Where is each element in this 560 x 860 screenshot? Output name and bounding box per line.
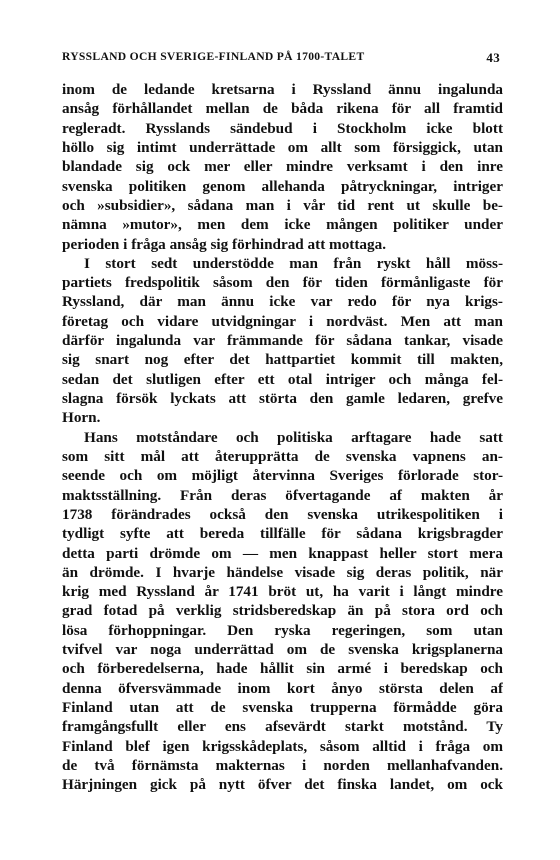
text-line: lösa förhoppningar. Den ryska regeringen, som utan bbox=[62, 621, 503, 639]
running-title: RYSSLAND OCH SVERIGE-FINLAND PÅ 1700-TALET bbox=[62, 50, 365, 63]
text-line: Finland blef igen krigsskådeplats, såsom alltid i fråga om bbox=[62, 737, 503, 755]
text-line: Härjningen gick på nytt öfver det finska landet, om ock bbox=[62, 776, 503, 794]
text-line: regleradt. Rysslands sändebud i Stockholm icke blott bbox=[62, 119, 503, 137]
text-line: blandade sig ock mer eller mindre verksamt i den inre bbox=[62, 158, 503, 176]
text-line: och förberedelserna, hade hållit sin armé i beredskap och bbox=[62, 660, 503, 678]
text-line: sedan det slutligen efter ett otal intriger och många fel- bbox=[62, 370, 503, 388]
text-line: svenska politiken genom allehanda påtryckningar, intriger bbox=[62, 177, 503, 195]
text-line: inom de ledande kretsarna i Ryssland ännu ingalunda bbox=[62, 81, 503, 98]
text-line: Hans motståndare och politiska arftagare hade satt bbox=[84, 428, 503, 446]
text-line: 1738 förändrades också den svenska utrikespolitiken i bbox=[62, 505, 503, 523]
text-line: företag och vidare utvidgningar i nordväst. Men att man bbox=[62, 312, 503, 330]
text-line: slagna försök lyckats att störta den gamle ledaren, grefve bbox=[62, 390, 503, 407]
text-line: tydligt syfte att bereda tillfälle för sådana krigsbragder bbox=[62, 525, 503, 543]
text-line: därför ingalunda var främmande för sådana tankar, visade bbox=[62, 332, 503, 350]
text-line: denna öfversvämmade inom kort ånyo största delen af bbox=[62, 679, 503, 697]
page-number: 43 bbox=[486, 50, 500, 65]
text-line: Horn. bbox=[62, 409, 101, 427]
text-line: perioden i fråga ansåg sig förhindrad att mottaga. bbox=[62, 235, 386, 253]
text-line: Finland utan att de svenska trupperna förmådde göra bbox=[62, 699, 503, 716]
text-line: och »subsidier», sådana man i vår tid rent ut skulle be- bbox=[62, 196, 503, 214]
body-text bbox=[62, 80, 503, 795]
text-line: Ryssland, där man ännu icke var redo för nya krigs- bbox=[62, 293, 503, 311]
text-line: maktsställning. Från deras öfvertagande af makten år bbox=[62, 486, 503, 504]
text-line: krig med Ryssland år 1741 bröt ut, ha varit i långt mindre bbox=[62, 583, 503, 601]
text-line: ansåg förhållandet mellan de båda rikena för all framtid bbox=[62, 100, 503, 118]
running-head bbox=[62, 50, 500, 68]
text-line: de två förnämsta makternas i norden mellanhafvanden. bbox=[62, 756, 503, 774]
text-line: tvifvel var noga underrättad om de svenska krigsplanerna bbox=[62, 641, 503, 659]
text-line: sig snart nog efter det hattpartiet kommit till makten, bbox=[62, 351, 503, 369]
text-line: detta parti drömde om — men knappast heller stort mera bbox=[62, 544, 503, 562]
text-line: framgångsfullt eller ens afsevärdt starkt motstånd. Ty bbox=[62, 718, 503, 736]
text-line: grad fotad på verklig stridsberedskap än på stora ord och bbox=[62, 602, 503, 620]
text-line: än drömde. I hvarje händelse visade sig deras politik, när bbox=[62, 563, 503, 581]
text-line: seende och om möjligt återvinna Sveriges förlorade stor- bbox=[62, 467, 503, 485]
text-line: partiets fredspolitik såsom den för tiden förmånligaste för bbox=[62, 274, 503, 292]
text-line: I stort sedt understödde man från ryskt håll möss- bbox=[84, 254, 503, 272]
text-line: höllo sig intimt underrättade om allt som försiggick, utan bbox=[62, 138, 503, 156]
text-line: som sitt mål att återupprätta de svenska vapnens an- bbox=[62, 447, 503, 465]
text-line: nämna »mutor», men dem icke mången politiker under bbox=[62, 216, 503, 234]
